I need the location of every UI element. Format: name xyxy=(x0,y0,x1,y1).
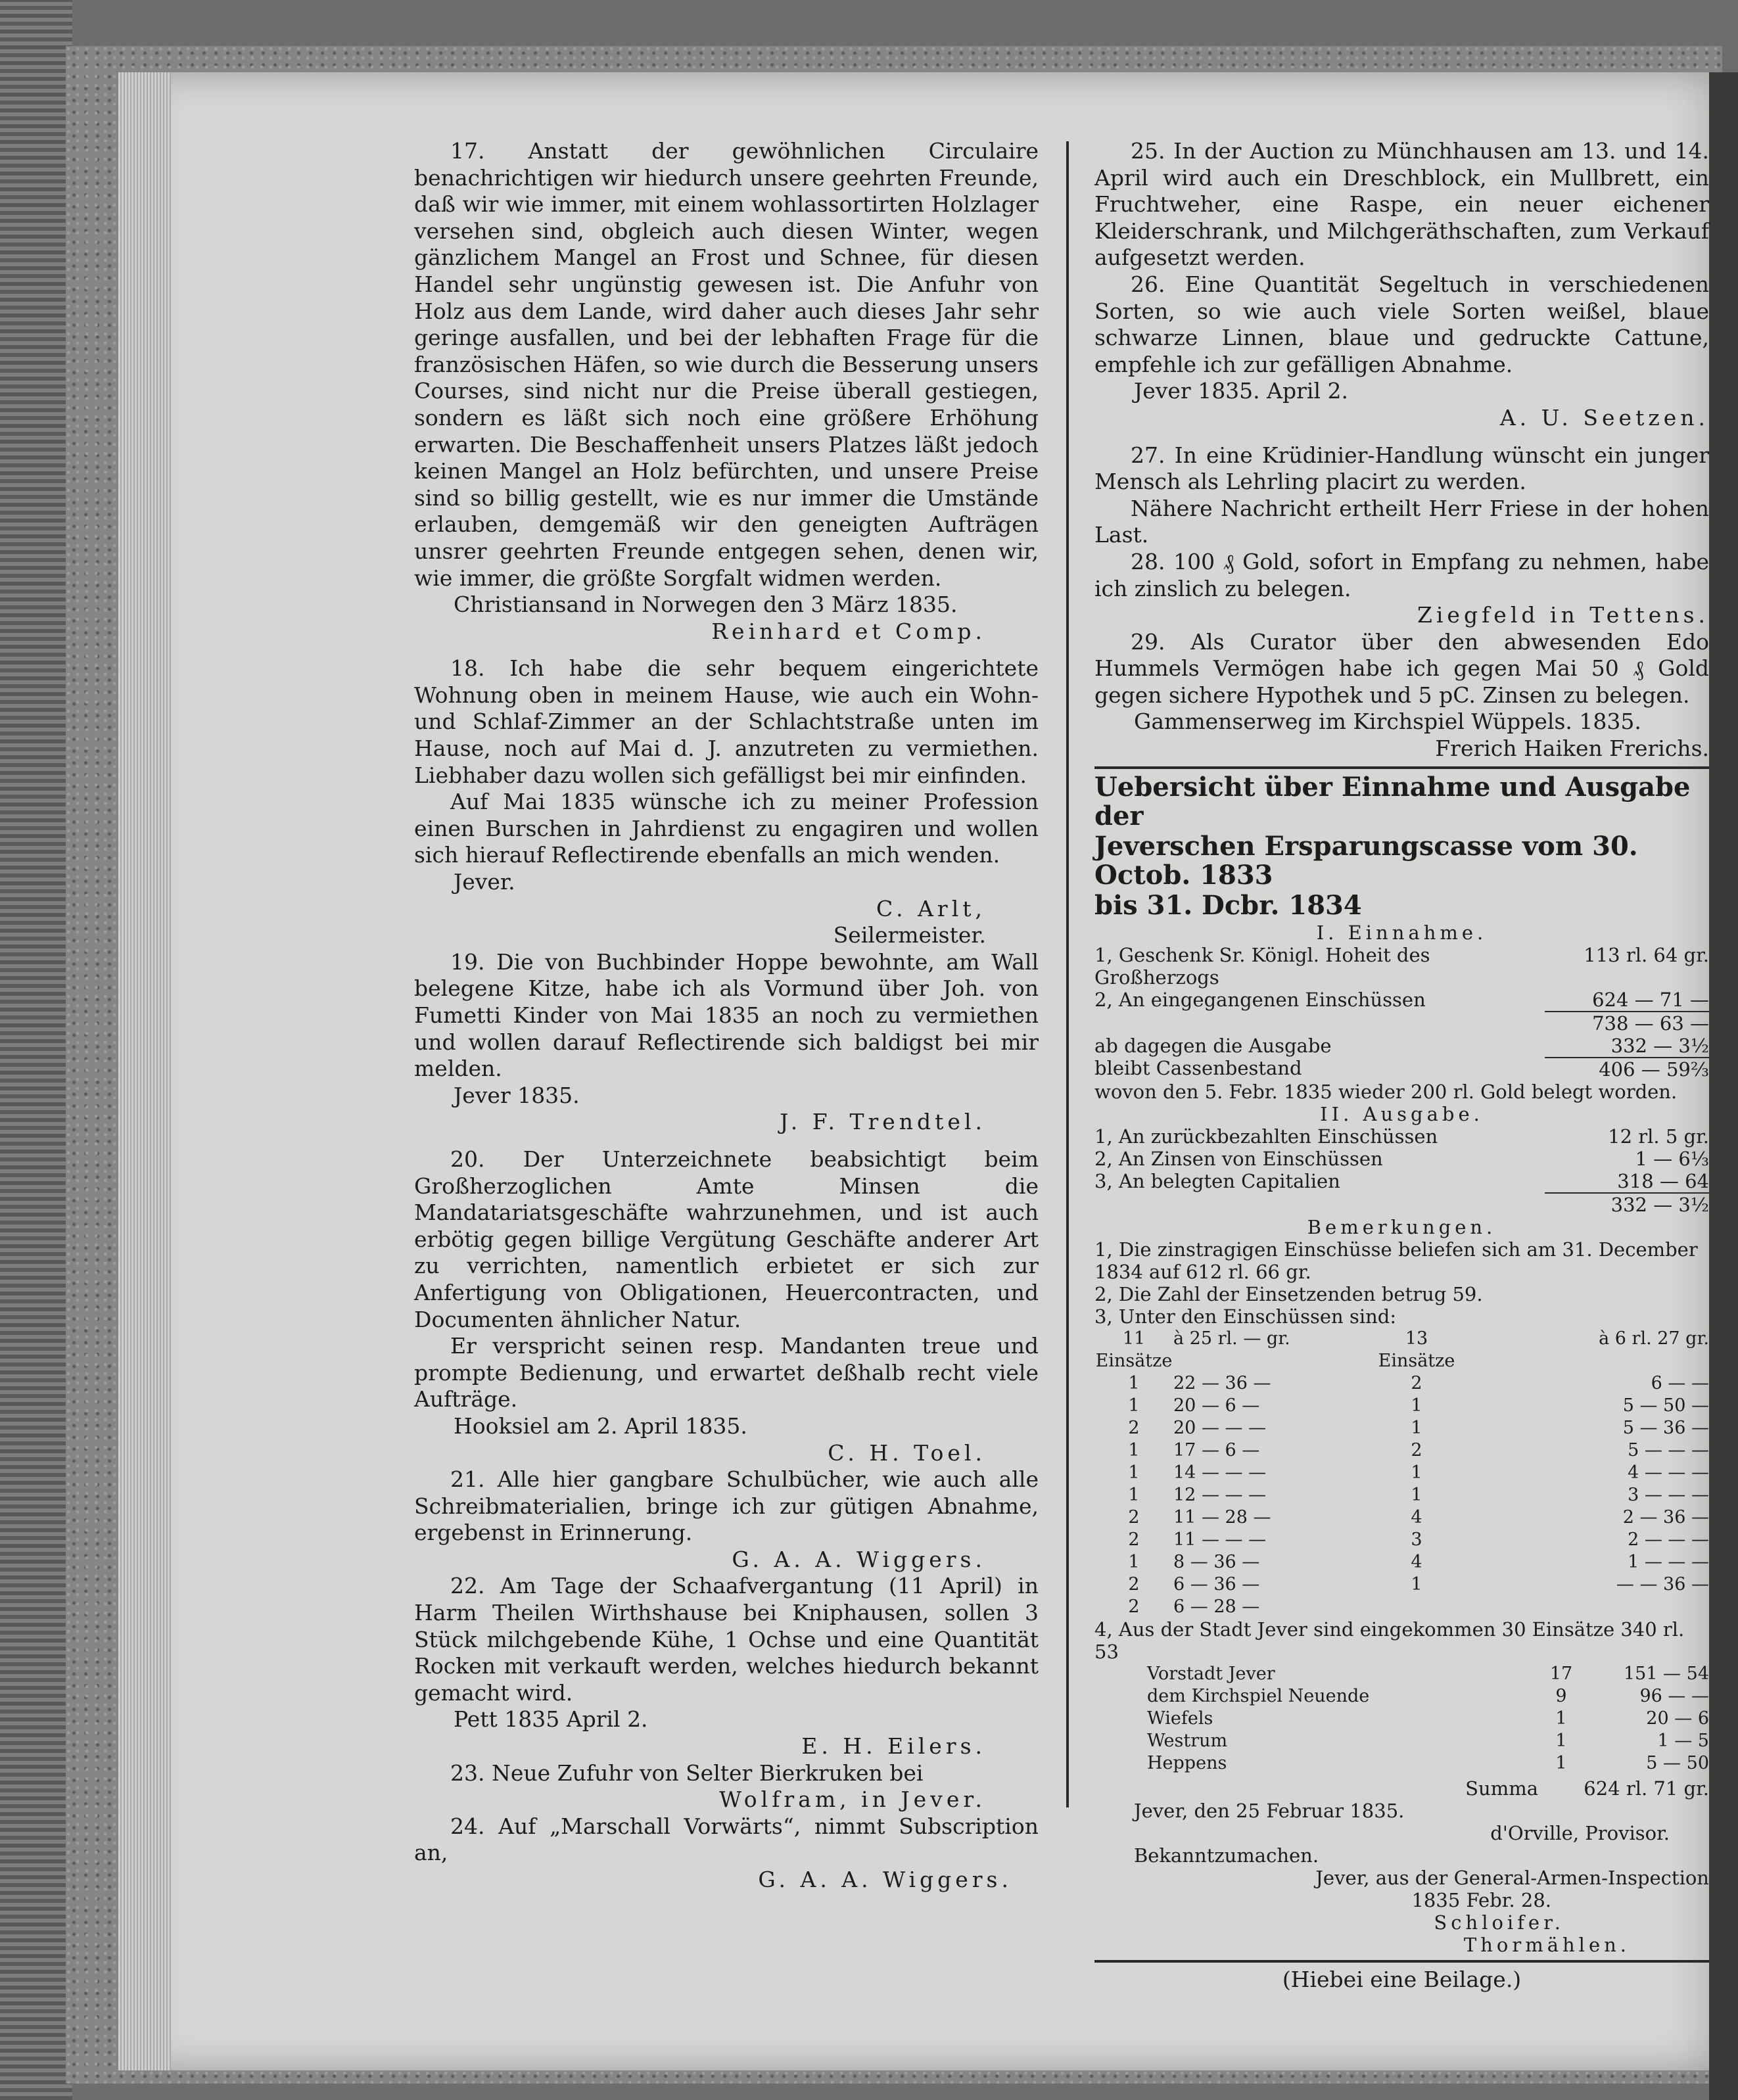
deposit-count-right: 13 Einsätze xyxy=(1378,1328,1455,1371)
notice-21-signature: G. A. A. Wiggers. xyxy=(732,1546,986,1572)
overview-signer: d'Orville, Provisor. xyxy=(1490,1821,1670,1844)
deposit-count-right: 1 xyxy=(1411,1462,1422,1483)
announce-label: Bekanntzumachen. xyxy=(1134,1844,1319,1867)
notice-25-text: 25. In der Auction zu Münchhausen am 13. und 14. April wird auch ein Dreschblock, ein Mullbrett, ein Fruchtweher, eine Raspe, ein neuer eichener Kleiderschrank, und Milchgeräthschaften, zum Verkauf aufgesetzt werden. xyxy=(1094,138,1709,271)
expense-total-row xyxy=(1094,1192,1709,1216)
deposit-count-left: 11 Einsätze xyxy=(1095,1328,1173,1371)
deposit-amount-left: 22 — 36 — xyxy=(1173,1372,1271,1393)
deposits-table xyxy=(1094,1328,1709,1618)
overview-title-line2: Jeverschen Ersparungscasse vom 30. Octob. 1833 xyxy=(1094,830,1638,891)
deposit-count-right xyxy=(1371,1596,1463,1618)
district-amount: 151 — 54 xyxy=(1623,1663,1709,1684)
deposit-row xyxy=(1094,1328,1709,1372)
deposit-count-left: 1 xyxy=(1128,1551,1140,1572)
district-row xyxy=(1094,1752,1709,1775)
book-binding xyxy=(0,0,72,2100)
income-total: 738 — 63 — xyxy=(1545,1011,1709,1035)
notice-19-place: Jever 1835. xyxy=(454,1082,580,1108)
income-heading: I. Einnahme. xyxy=(1316,921,1488,944)
left-column xyxy=(414,138,1039,1894)
income-row xyxy=(1094,989,1709,1011)
expense-row xyxy=(1094,1148,1709,1170)
remark-3: 3, Unter den Einschüssen sind: xyxy=(1094,1305,1397,1328)
remarks-heading: Bemerkungen. xyxy=(1307,1215,1497,1238)
less-amount: 332 — 3½ xyxy=(1610,1034,1709,1057)
remark-2: 2, Die Zahl der Einsetzenden betrug 59. xyxy=(1094,1282,1483,1305)
inspection-signature-1: Schloifer. xyxy=(1434,1911,1564,1934)
balance-amount: 406 — 59⅔ xyxy=(1545,1057,1709,1081)
deposit-amount-left: 6 — 28 — xyxy=(1173,1596,1260,1617)
district-count: 1 xyxy=(1555,1752,1567,1773)
remark-4: 4, Aus der Stadt Jever sind eingekommen 30 Einsätze 340 rl. 53 xyxy=(1094,1618,1685,1663)
sum-label: Summa xyxy=(1465,1777,1538,1800)
deposit-count-right: 1 xyxy=(1411,1417,1422,1438)
deposit-amount-left: 17 — 6 — xyxy=(1173,1439,1260,1460)
notice-18-text2: Auf Mai 1835 wünsche ich zu meiner Profession einen Burschen in Jahrdienst zu engagiren und wollen sich hierauf Reflectirende ebenfalls an mich wenden. xyxy=(414,789,1039,868)
deposit-amount-left: 14 — — — xyxy=(1173,1462,1267,1483)
notice-29-signature: Frerich Haiken Frerichs. xyxy=(1435,735,1709,762)
deposit-amount-left: 8 — 36 — xyxy=(1173,1551,1260,1572)
district-row xyxy=(1094,1685,1709,1708)
deposit-amount-left: 20 — 6 — xyxy=(1173,1395,1260,1416)
deposit-amount-right: 2 — — — xyxy=(1628,1529,1709,1550)
district-row xyxy=(1094,1730,1709,1752)
deposit-amount-right: 5 — 50 — xyxy=(1622,1395,1709,1416)
overview-title-line3: bis 31. Dcbr. 1834 xyxy=(1094,889,1362,921)
notice-29-place: Gammenserweg im Kirchspiel Wüppels. 1835. xyxy=(1134,709,1641,735)
inspection-label: Jever, aus der General-Armen-Inspection xyxy=(1315,1866,1709,1889)
notice-21-text: 21. Alle hier gangbare Schulbücher, wie auch alle Schreibmaterialien, bringe ich zur gütigen Abnahme, ergebenst in Erinnerung. xyxy=(414,1466,1039,1546)
notice-24-text: 24. Auf „Marschall Vorwärts“, nimmt Subscription an, xyxy=(414,1813,1039,1866)
deposit-row xyxy=(1094,1439,1709,1462)
sum-row xyxy=(1094,1777,1709,1800)
deposit-count-left: 2 xyxy=(1128,1417,1140,1438)
deposit-row xyxy=(1094,1395,1709,1417)
deposit-count-left: 1 xyxy=(1128,1484,1140,1505)
notice-24-signature: G. A. A. Wiggers. xyxy=(758,1867,1012,1892)
deposit-amount-left: 11 — 28 — xyxy=(1173,1506,1271,1528)
district-count: 1 xyxy=(1555,1730,1567,1751)
savings-bank-overview xyxy=(1094,773,1709,1956)
notice-20-signature: C. H. Toel. xyxy=(828,1439,986,1466)
notice-17-text: 17. Anstatt der gewöhnlichen Circulaire benachrichtigen wir hiedurch unsere geehrten Freunde, daß wir wie immer, mit einem wohlassortirten Holzlager versehen sind, obgleich auch diesen Winter, wegen gänzlichem Mangel an Frost und Schnee, für diesen Handel sehr ungünstig gewesen ist. Die Anfuhr von Holz aus dem Lande, wird daher auch dieses Jahr sehr geringe ausfallen, und bei der lebhaften Frage für die französischen Häfen, so wie durch die Besserung unsers Courses, sind nicht nur die Preise überall gestiegen, sondern es läßt sich noch eine größere Erhöhung erwarten. Die Beschaffenheit unsers Platzes läßt jedoch keinen Mangel an Holz befürchten, und unsere Preise sind so billig gestellt, wie es nur immer die Umstände erlauben, demgemäß wir den geneigten Aufträgen unsrer geehrten Freunde entgegen sehen, denen wir, wie immer, die größte Sorgfalt widmen werden. xyxy=(414,138,1039,591)
deposit-amount-right xyxy=(1463,1596,1709,1618)
notice-26-text: 26. Eine Quantität Segeltuch in verschiedenen Sorten, so wie auch viele Sorten weißel, blaue schwarze Linnen, blaue und gedruckte Cattune, empfehle ich zur gefälligen Abnahme. xyxy=(1094,271,1709,377)
district-count: 17 xyxy=(1549,1663,1573,1684)
notice-18-title: Seilermeister. xyxy=(833,922,986,948)
expense-label: 1, An zurückbezahlten Einschüssen xyxy=(1094,1125,1438,1148)
deposit-count-left: 1 xyxy=(1128,1372,1140,1393)
notice-22-place: Pett 1835 April 2. xyxy=(454,1706,648,1733)
inspection-signature-2: Thormählen. xyxy=(1463,1933,1630,1956)
expense-heading: II. Ausgabe. xyxy=(1320,1102,1484,1125)
notice-18-signature: C. Arlt, xyxy=(876,895,986,922)
deposit-row xyxy=(1094,1417,1709,1439)
income-amount: 113 rl. 64 gr. xyxy=(1584,943,1709,966)
notice-22-text: 22. Am Tage der Schaafvergantung (11 April) in Harm Theilen Wirthshause bei Kniphausen, sollen 3 Stück milchgebende Kühe, 1 Ochse und eine Quantität Rocken mit verkauft werden, welches hiedurch bekannt gemacht wird. xyxy=(414,1573,1039,1706)
deposit-count-right: 1 xyxy=(1411,1395,1422,1416)
notice-27-text: 27. In eine Krüdinier-Handlung wünscht ein junger Mensch als Lehrling placirt zu werden. xyxy=(1094,442,1709,495)
notice-20-place: Hooksiel am 2. April 1835. xyxy=(454,1412,747,1439)
district-count: 9 xyxy=(1555,1685,1567,1706)
deposit-count-left: 1 xyxy=(1128,1395,1140,1416)
balance-note: wovon den 5. Febr. 1835 wieder 200 rl. Gold belegt worden. xyxy=(1094,1080,1678,1103)
deposit-count-left: 2 xyxy=(1128,1506,1140,1528)
deposit-amount-left: 6 — 36 — xyxy=(1173,1574,1260,1595)
column-divider xyxy=(1066,141,1069,1808)
deposit-count-right: 1 xyxy=(1411,1484,1422,1505)
district-amount: 96 — — xyxy=(1639,1685,1709,1706)
income-label: 1, Geschenk Sr. Königl. Hoheit des Großherzogs xyxy=(1094,943,1430,989)
deposit-count-right: 1 xyxy=(1411,1574,1422,1595)
deposit-count-right: 2 xyxy=(1411,1372,1422,1393)
notice-17-signature: Reinhard et Comp. xyxy=(711,618,986,644)
district-label: Wiefels xyxy=(1147,1708,1213,1729)
district-row xyxy=(1094,1708,1709,1730)
notice-17-place: Christiansand in Norwegen den 3 März 1835. xyxy=(454,592,958,618)
notice-23-text2: Wolfram, in Jever. xyxy=(719,1786,986,1813)
expense-total: 332 — 3½ xyxy=(1545,1192,1709,1216)
district-row xyxy=(1094,1663,1709,1685)
deposit-amount-left: 11 — — — xyxy=(1173,1529,1267,1550)
deposit-count-left: 2 xyxy=(1128,1529,1140,1550)
deposit-amount-right: 6 — — xyxy=(1651,1372,1709,1393)
expense-amount: 318 — 64 xyxy=(1617,1169,1709,1192)
deposit-row xyxy=(1094,1529,1709,1551)
overview-title-line1: Uebersicht über Einnahme und Ausgabe der xyxy=(1094,771,1691,831)
deposit-count-left: 1 xyxy=(1128,1462,1140,1483)
deposit-amount-right: 4 — — — xyxy=(1628,1462,1709,1483)
balance-row xyxy=(1094,1057,1709,1081)
notice-26-place: Jever 1835. April 2. xyxy=(1134,378,1348,404)
notice-18-place: Jever. xyxy=(454,869,515,895)
expense-row xyxy=(1094,1125,1709,1148)
notice-23-text: 23. Neue Zufuhr von Selter Bierkruken bei xyxy=(450,1760,924,1786)
district-label: Vorstadt Jever xyxy=(1147,1663,1275,1684)
page-edges xyxy=(118,72,171,2070)
deposit-row xyxy=(1094,1596,1709,1618)
expense-amount: 1 — 6⅓ xyxy=(1635,1147,1709,1170)
deposit-amount-right: 5 — 36 — xyxy=(1622,1417,1709,1438)
notice-29-text: 29. Als Curator über den abwesenden Edo Hummels Vermögen habe ich gegen Mai 50 ₰ Gold gegen sichere Hypothek und 5 pC. Zinsen zu belegen. xyxy=(1094,628,1709,708)
inspection-date: 1835 Febr. 28. xyxy=(1411,1888,1551,1911)
right-shadow xyxy=(1709,72,1738,2100)
district-label: dem Kirchspiel Neuende xyxy=(1147,1685,1370,1706)
notice-18-text: 18. Ich habe die sehr bequem eingerichtete Wohnung oben in meinem Hause, wie auch ein Wohn- und Schlaf-Zimmer an der Schlachtstraße unten im Hause, noch auf Mai d. J. anzutreten zu vermiethen. Liebhaber dazu wollen sich gefälligst bei mir einfinden. xyxy=(414,655,1039,788)
supplement-note: (Hiebei eine Beilage.) xyxy=(1282,1966,1522,1992)
deposit-row xyxy=(1094,1506,1709,1529)
less-label: ab dagegen die Ausgabe xyxy=(1094,1034,1332,1057)
income-row xyxy=(1094,944,1709,989)
deposit-amount-left: 12 — — — xyxy=(1173,1484,1267,1505)
notice-19-signature: J. F. Trendtel. xyxy=(780,1109,986,1135)
notice-22-signature: E. H. Eilers. xyxy=(801,1733,986,1760)
district-amount: 20 — 6 xyxy=(1646,1708,1709,1729)
deposit-amount-left: à 25 rl. — gr. xyxy=(1173,1328,1290,1349)
income-total-row xyxy=(1094,1011,1709,1035)
expense-amount: 12 rl. 5 gr. xyxy=(1608,1125,1709,1148)
deposit-amount-right: 1 — — — xyxy=(1628,1551,1709,1572)
deposit-amount-right: à 6 rl. 27 gr. xyxy=(1599,1328,1709,1349)
income-label: 2, An eingegangenen Einschüssen xyxy=(1094,988,1426,1011)
expense-row xyxy=(1094,1170,1709,1192)
deposit-count-left: 1 xyxy=(1128,1439,1140,1460)
deposit-amount-right: — — 36 — xyxy=(1616,1574,1709,1595)
deposit-row xyxy=(1094,1551,1709,1574)
deposit-row xyxy=(1094,1574,1709,1596)
balance-label: bleibt Cassenbestand xyxy=(1094,1056,1302,1079)
district-count: 1 xyxy=(1555,1708,1567,1729)
income-amount: 624 — 71 — xyxy=(1592,988,1709,1011)
deposit-count-right: 3 xyxy=(1411,1529,1422,1550)
district-amount: 1 — 5 xyxy=(1657,1730,1709,1751)
sum-amount: 624 rl. 71 gr. xyxy=(1584,1777,1709,1800)
deposit-row xyxy=(1094,1484,1709,1506)
expense-label: 3, An belegten Capitalien xyxy=(1094,1169,1340,1192)
notice-27-text2: Nähere Nachricht ertheilt Herr Friese in der hohen Last. xyxy=(1094,495,1709,548)
notice-19-text: 19. Die von Buchbinder Hoppe bewohnte, am Wall belegene Kitze, habe ich als Vormund über Joh. von Fumetti Kinder von Mai 1835 an noch zu vermiethen und wollen darauf Reflectirende sich baldigst bei mir melden. xyxy=(414,948,1039,1082)
districts-table xyxy=(1094,1663,1709,1775)
notice-28-text: 28. 100 ₰ Gold, sofort in Empfang zu nehmen, habe ich zinslich zu belegen. xyxy=(1094,548,1709,601)
deposit-row xyxy=(1094,1462,1709,1484)
expense-label: 2, An Zinsen von Einschüssen xyxy=(1094,1147,1383,1170)
deposit-count-right: 4 xyxy=(1411,1551,1422,1572)
right-column xyxy=(1094,138,1709,1993)
deposit-amount-left: 20 — — — xyxy=(1173,1417,1267,1438)
district-label: Westrum xyxy=(1147,1730,1228,1751)
notice-28-signature: Ziegfeld in Tettens. xyxy=(1417,602,1709,628)
deposit-amount-right: 5 — — — xyxy=(1628,1439,1709,1460)
district-amount: 5 — 50 xyxy=(1646,1752,1709,1773)
less-row xyxy=(1094,1035,1709,1057)
deposit-amount-right: 2 — 36 — xyxy=(1622,1506,1709,1528)
section-rule xyxy=(1094,766,1709,769)
notice-20-text: 20. Der Unterzeichnete beabsichtigt beim Großherzoglichen Amte Minsen die Mandatariatsgeschäfte wahrzunehmen, und ist auch erbötig gegen billige Vergütung Geschäfte anderer Art zu verrichten, namentlich erbietet er sich zur Anfertigung von Obligationen, Heuercontracten, und Documenten ähnlicher Natur. xyxy=(414,1146,1039,1332)
deposit-row xyxy=(1094,1372,1709,1395)
notice-20-text2: Er verspricht seinen resp. Mandanten treue und prompte Bedienung, und erwartet deßhalb recht viele Aufträge. xyxy=(414,1333,1039,1412)
closing-rule xyxy=(1094,1960,1709,1963)
overview-date: Jever, den 25 Februar 1835. xyxy=(1134,1799,1405,1822)
notice-26-signature: A. U. Seetzen. xyxy=(1499,404,1709,431)
district-label: Heppens xyxy=(1147,1752,1227,1773)
deposit-count-right: 4 xyxy=(1411,1506,1422,1528)
deposit-amount-right: 3 — — — xyxy=(1628,1484,1709,1505)
deposit-count-left: 2 xyxy=(1128,1574,1140,1595)
remark-1: 1, Die zinstragigen Einschüsse beliefen sich am 31. December 1834 auf 612 rl. 66 gr. xyxy=(1094,1238,1698,1283)
deposit-count-right: 2 xyxy=(1411,1439,1422,1460)
deposit-count-left: 2 xyxy=(1128,1596,1140,1617)
